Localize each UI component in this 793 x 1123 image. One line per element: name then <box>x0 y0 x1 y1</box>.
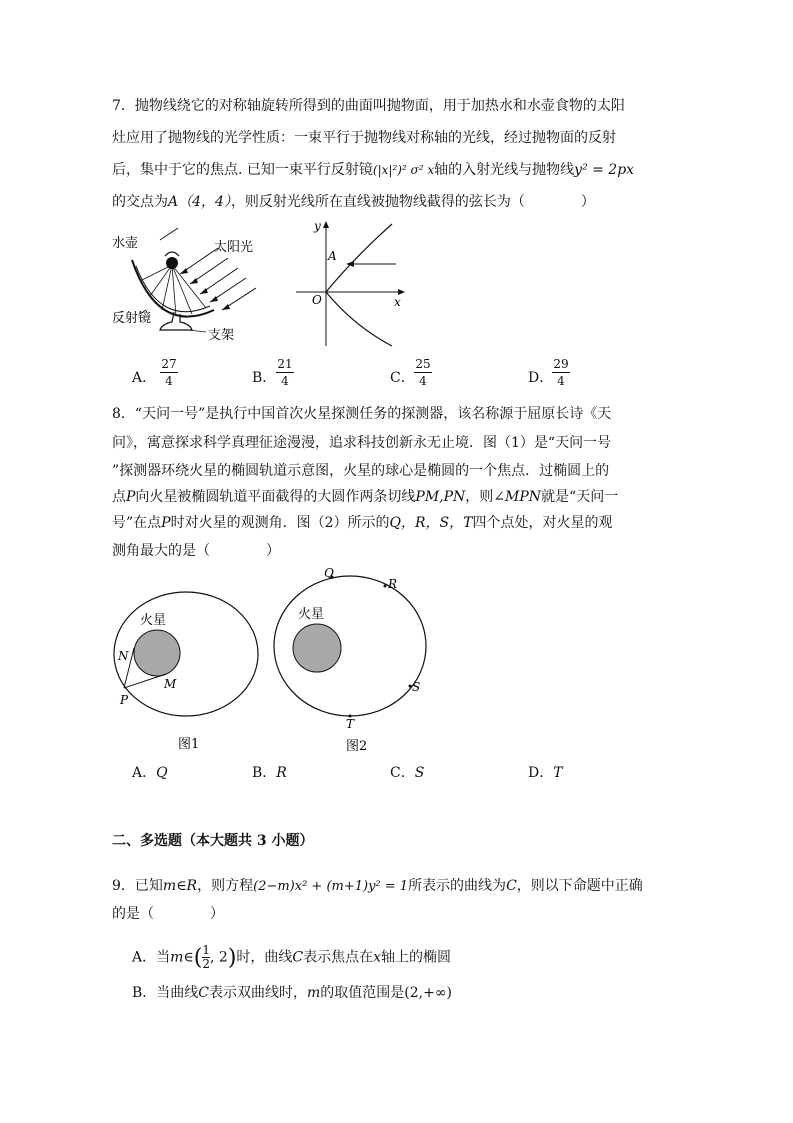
label-stand: 支架 <box>208 328 235 343</box>
parabola-figure <box>292 218 412 350</box>
q8-line-4a: 点 <box>112 489 126 505</box>
origin-label: O <box>312 293 322 307</box>
axis-y-label: y <box>314 219 321 233</box>
q8-line-5c: 四个点处，对火星的观 <box>472 515 613 531</box>
q8-line-3: ”探测器环绕火星的椭圆轨道示意图，火星的球心是椭圆的一个焦点．过椭圆上的 <box>112 463 610 479</box>
option-value: S <box>414 765 425 781</box>
q9-curve-c: C <box>506 878 517 894</box>
fig1-m-label: M <box>164 677 177 691</box>
q8-line-4c: ，则 <box>465 489 494 505</box>
q7-option-c-fraction <box>414 357 432 388</box>
q7-line-3b: 轴的入射光线与抛物线 <box>434 162 575 178</box>
fig2-mars-label: 火星 <box>298 607 325 622</box>
q8-line-4b: 向火星被椭圆轨道平面截得的大圆作两条切线 <box>135 489 416 505</box>
q9-option-b-text-b: 表示双曲线时， <box>209 985 308 1001</box>
q7-option-b[interactable] <box>252 369 276 387</box>
numerator: 29 <box>553 357 569 371</box>
q7-option-a[interactable] <box>132 369 156 387</box>
label-kettle: 水壶 <box>112 236 139 251</box>
label-sunlight: 太阳光 <box>214 240 254 255</box>
option-letter: B． <box>252 765 277 781</box>
q7-option-a-fraction <box>160 357 178 388</box>
option-value: R <box>276 765 287 781</box>
q9-option-a-text: A．当 <box>132 949 171 966</box>
q9-option-a-text-b: 时，曲线 <box>236 949 293 966</box>
q9-equation: (2−m)x² + (m+1)y² = 1 <box>253 879 409 894</box>
q9-option-a-x: x <box>373 949 382 966</box>
fig2-s-label: S <box>412 680 421 694</box>
q8-angle: ∠MPN <box>493 489 542 505</box>
q8-option-a[interactable] <box>132 764 168 782</box>
q7-line-2: 灶应用了抛物线的光学性质：一束平行于抛物线对称轴的光线，经过抛物面的反射 <box>112 130 616 146</box>
q9-option-a-interval-end: , 2 <box>210 949 228 966</box>
q9-option-a-text-c: 表示焦点在 <box>303 949 374 966</box>
option-letter: A． <box>132 765 157 781</box>
fig2-t-label: T <box>346 717 355 731</box>
q9-option-a-m: m∈ <box>170 949 194 966</box>
q8-tangents: PM,PN <box>415 489 466 505</box>
q8-point-p: P <box>161 515 171 531</box>
option-value: Q <box>156 765 168 781</box>
q9-option-b-range: (2,+∞) <box>404 985 452 1001</box>
section-2-heading: 二、多选题（本大题共 3 小题） <box>112 833 314 849</box>
q9-option-a-c: C <box>292 949 304 966</box>
option-letter: D． <box>528 370 554 386</box>
q7-line-4a: 的交点为 <box>112 194 168 210</box>
q7-option-d[interactable] <box>528 369 553 387</box>
q9-line-1a: 9．已知 <box>112 878 163 894</box>
q9-option-b[interactable] <box>132 984 452 1002</box>
numerator: 27 <box>161 357 177 371</box>
q8-line-1: 8．“天问一号”是执行中国首次火星探测任务的探测器，该名称源于屈原长诗《天 <box>112 406 612 422</box>
q9-option-b-c: C <box>198 985 210 1001</box>
q9-line-2: 的是（ ） <box>112 906 224 922</box>
q8-line-5b: 时对火星的观测角．图（2）所示的 <box>170 515 390 531</box>
q9-option-a[interactable]: A．当$m\in(\frac{1}{2}$, 2)时，曲线C表示焦点在x轴上的椭圆 <box>132 943 452 971</box>
q7-line-3 <box>112 161 634 179</box>
option-letter: D． <box>528 765 554 781</box>
q7-math-expression: (|x|²)² σ² x <box>372 163 435 177</box>
denominator: 4 <box>557 374 565 388</box>
q9-option-b-text: B．当曲线 <box>132 985 199 1001</box>
q8-option-b[interactable] <box>252 764 287 782</box>
q9-option-b-m: m <box>307 985 321 1001</box>
option-letter: C． <box>390 370 415 386</box>
q9-option-a-fraction <box>202 944 210 971</box>
q7-line-4 <box>112 193 595 211</box>
denominator: 2 <box>202 957 210 971</box>
q8-line-5a: 号”在点 <box>112 515 162 531</box>
q8-option-c[interactable] <box>390 764 424 782</box>
q8-line-2: 问》，寓意探求科学真理征途漫漫，追求科技创新永无止境．图（1）是“天问一号 <box>112 435 612 451</box>
option-letter: A． <box>132 370 157 386</box>
q7-line-4b: ，则反射光线所在直线被抛物线截得的弦长为（ ） <box>230 194 595 210</box>
numerator: 1 <box>202 943 210 957</box>
q8-points: Q，R，S，T <box>389 515 473 531</box>
point-a-label: A <box>328 249 337 263</box>
q7-parabola-equation: y² = 2px <box>574 162 635 178</box>
fig2-r-label: R <box>388 577 398 591</box>
denominator: 4 <box>281 374 289 388</box>
q9-line-1b: ，则方程 <box>197 878 254 894</box>
denominator: 4 <box>165 374 173 388</box>
q7-option-d-fraction <box>552 357 570 388</box>
q7-line-3a: 后，集中于它的焦点. 已知一束平行反射镜 <box>112 162 373 178</box>
fig2-caption: 图2 <box>346 739 368 752</box>
q8-line-4d: 就是“天问一 <box>541 489 619 505</box>
fig1-mars-label: 火星 <box>140 613 167 628</box>
numerator: 21 <box>277 357 293 371</box>
q8-line-6: 测角最大的是（ ） <box>112 543 280 559</box>
figure-2-orbit <box>272 566 432 752</box>
q7-line-1: 7．抛物线绕它的对称轴旋转所得到的曲面叫抛物面，用于加热水和水壶食物的太阳 <box>112 98 625 114</box>
option-letter: B． <box>252 370 277 386</box>
q9-m-in-r: m∈R <box>162 878 198 894</box>
label-mirror: 反射镜 <box>112 311 152 326</box>
q8-point-p: P <box>126 489 136 505</box>
q9-line-1d: ，则以下命题中正确 <box>516 878 643 894</box>
figure-1-orbit <box>112 590 264 750</box>
q7-option-c[interactable] <box>390 369 415 387</box>
q7-point-a: A（4，4） <box>168 194 231 210</box>
fig1-n-label: N <box>118 649 129 663</box>
q8-line-4 <box>112 488 618 506</box>
option-letter: C． <box>390 765 415 781</box>
solar-cooker-figure <box>110 218 270 346</box>
axis-x-label: x <box>394 295 401 309</box>
q9-option-b-text-c: 的取值范围是 <box>320 985 405 1001</box>
fig1-caption: 图1 <box>178 737 200 750</box>
fig1-p-label: P <box>120 693 129 707</box>
q9-line-1c: 所表示的曲线为 <box>408 878 507 894</box>
q9-line-1 <box>112 877 643 896</box>
q8-line-5 <box>112 514 612 532</box>
q8-option-d[interactable] <box>528 764 563 782</box>
q9-option-a-text-d: 轴上的椭圆 <box>381 949 452 966</box>
denominator: 4 <box>419 374 427 388</box>
q7-option-b-fraction <box>276 357 294 388</box>
numerator: 25 <box>415 357 431 371</box>
fig2-q-label: Q <box>324 566 334 580</box>
option-value: T <box>553 765 563 781</box>
